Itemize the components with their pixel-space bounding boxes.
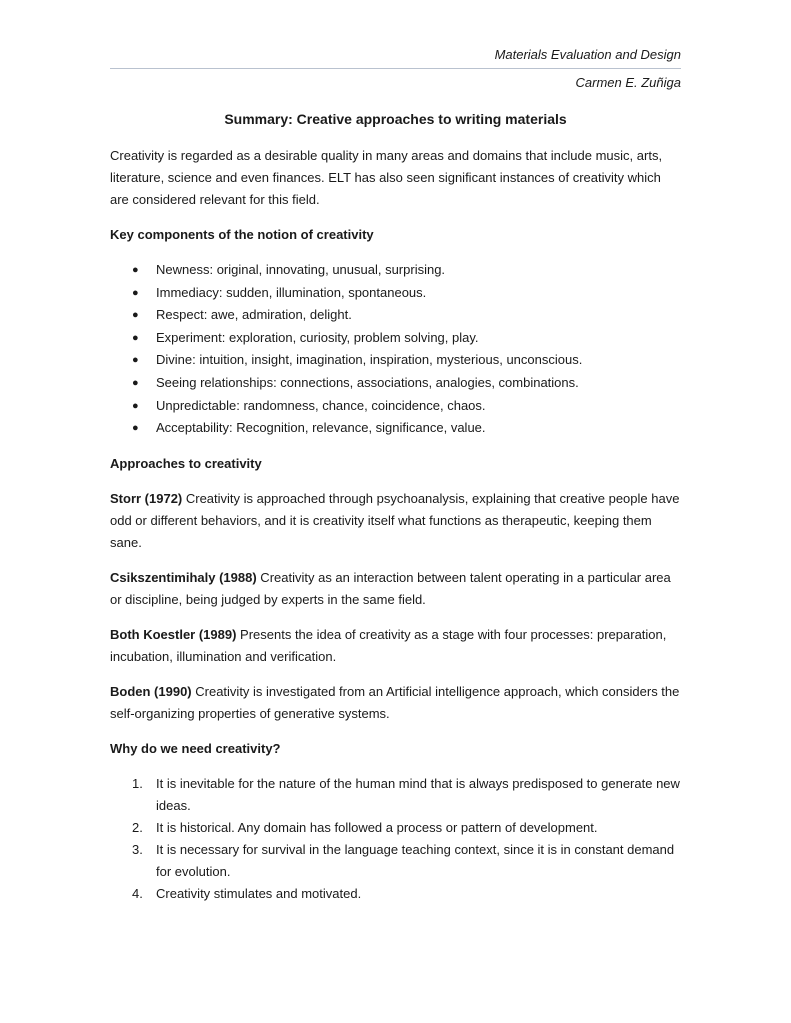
approach-paragraph xyxy=(110,624,681,668)
list-item-text: Acceptability: Recognition, relevance, significance, value. xyxy=(156,420,486,436)
approach-text: Creativity is approached through psychoanalysis, explaining that creative people have odd or different behaviors, and it is creativity itself what functions as therapeutic, keeping them sane. xyxy=(110,490,680,550)
list-item xyxy=(110,282,681,305)
approach-paragraph xyxy=(110,681,681,725)
list-number: 2. xyxy=(132,819,143,835)
bullet-icon: ● xyxy=(132,309,139,322)
page-header xyxy=(110,44,681,93)
approaches-heading: Approaches to creativity xyxy=(110,455,262,471)
approach-text: Creativity is investigated from an Artificial intelligence approach, which considers the self-organizing properties of generative systems. xyxy=(110,683,680,721)
list-item xyxy=(110,349,681,372)
bullet-icon: ● xyxy=(132,264,139,276)
list-item xyxy=(110,839,681,883)
list-item xyxy=(110,372,681,395)
list-item-text: Experiment: exploration, curiosity, problem solving, play. xyxy=(156,329,479,345)
bullet-icon: ● xyxy=(132,286,139,299)
list-item xyxy=(110,883,681,905)
list-item xyxy=(110,259,681,282)
bullet-icon: ● xyxy=(132,399,139,412)
bullet-icon: ● xyxy=(132,354,139,367)
list-item-text: Immediacy: sudden, illumination, spontaneous. xyxy=(156,284,427,300)
list-item xyxy=(110,304,681,327)
approach-text: Creativity as an interaction between talent operating in a particular area or discipline, being judged by experts in the same field. xyxy=(110,569,671,607)
intro-paragraph: Creativity is regarded as a desirable quality in many areas and domains that include music, arts, literature, science and even finances. ELT has also seen significant instances of creativity which are considered relevant for this field. xyxy=(110,148,663,207)
header-course: Materials Evaluation and Design xyxy=(494,47,681,62)
list-item-text: Unpredictable: randomness, chance, coincidence, chaos. xyxy=(156,397,486,413)
list-item xyxy=(110,773,681,817)
list-item-text: It is historical. Any domain has followed a process or pattern of development. xyxy=(156,819,598,835)
header-author: Carmen E. Zuñiga xyxy=(575,75,681,90)
list-item-text: It is inevitable for the nature of the human mind that is always predisposed to generate new ideas. xyxy=(156,775,680,813)
components-heading: Key components of the notion of creativity xyxy=(110,227,374,242)
header-rule xyxy=(110,68,681,69)
components-list xyxy=(110,259,681,440)
list-item-text: Respect: awe, admiration, delight. xyxy=(156,307,352,323)
list-item-text: Newness: original, innovating, unusual, surprising. xyxy=(156,262,446,277)
need-heading: Why do we need creativity? xyxy=(110,740,281,756)
list-item xyxy=(110,327,681,350)
list-item xyxy=(110,817,681,839)
list-number: 1. xyxy=(132,775,143,791)
list-item-text: It is necessary for survival in the language teaching context, since it is in constant demand for evolution. xyxy=(156,841,675,879)
approach-text: Presents the idea of creativity as a stage with four processes: preparation, incubation, illumination and verification. xyxy=(110,626,667,664)
bullet-icon: ● xyxy=(132,422,139,435)
list-item xyxy=(110,395,681,418)
need-list xyxy=(110,773,681,905)
approach-paragraph xyxy=(110,567,681,611)
approach-reference: Boden (1990) xyxy=(110,683,192,699)
document-title: Summary: Creative approaches to writing materials xyxy=(224,111,567,127)
list-item xyxy=(110,417,681,440)
approach-paragraph xyxy=(110,488,681,554)
list-item-text: Creativity stimulates and motivated. xyxy=(156,885,362,901)
bullet-icon: ● xyxy=(132,376,139,389)
list-item-text: Divine: intuition, insight, imagination, inspiration, mysterious, unconscious. xyxy=(156,352,583,368)
document-body xyxy=(110,145,681,905)
bullet-icon: ● xyxy=(132,331,139,344)
approach-reference: Both Koestler (1989) xyxy=(110,626,237,642)
approach-reference: Csikszentimihaly (1988) xyxy=(110,569,257,585)
approach-reference: Storr (1972) xyxy=(110,490,183,506)
list-item-text: Seeing relationships: connections, associations, analogies, combinations. xyxy=(156,374,579,390)
list-number: 3. xyxy=(132,841,143,857)
list-number: 4. xyxy=(132,885,143,901)
